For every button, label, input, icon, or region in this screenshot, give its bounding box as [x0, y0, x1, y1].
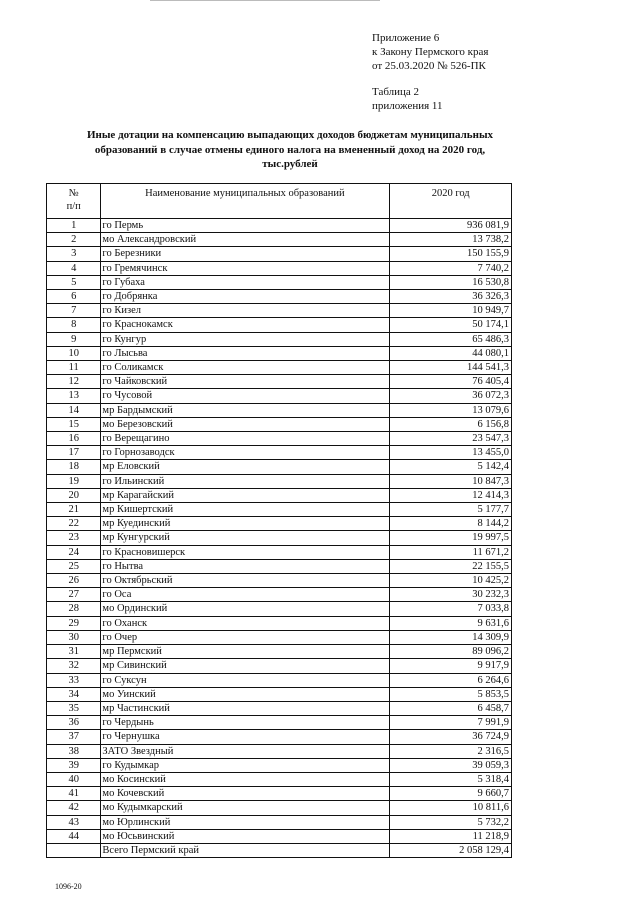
row-value: 5 318,4 — [390, 772, 512, 786]
table-row — [47, 687, 512, 701]
row-municipality: го Соликамск — [101, 361, 390, 375]
table-row — [47, 588, 512, 602]
row-value: 16 530,8 — [390, 275, 512, 289]
row-number: 21 — [47, 503, 101, 517]
row-number: 17 — [47, 446, 101, 460]
appendix-law: к Закону Пермского края — [372, 46, 489, 58]
row-value: 10 847,3 — [390, 474, 512, 488]
table-row — [47, 673, 512, 687]
table-row — [47, 787, 512, 801]
row-municipality: го Пермь — [101, 219, 390, 233]
row-value: 36 072,3 — [390, 389, 512, 403]
row-number: 26 — [47, 574, 101, 588]
table-body — [47, 219, 512, 858]
row-municipality: го Добрянка — [101, 290, 390, 304]
row-municipality: го Чусовой — [101, 389, 390, 403]
table-row — [47, 545, 512, 559]
table-row — [47, 630, 512, 644]
row-number: 1 — [47, 219, 101, 233]
table-row — [47, 616, 512, 630]
row-value: 13 079,6 — [390, 403, 512, 417]
row-municipality: мо Кудымкарский — [101, 801, 390, 815]
row-municipality: мр Куединский — [101, 517, 390, 531]
row-number: 44 — [47, 829, 101, 843]
table-row — [47, 701, 512, 715]
row-value: 22 155,5 — [390, 559, 512, 573]
table-row — [47, 304, 512, 318]
table-row — [47, 758, 512, 772]
row-value: 5 177,7 — [390, 503, 512, 517]
row-value: 36 326,3 — [390, 290, 512, 304]
table-row — [47, 346, 512, 360]
row-value: 150 155,9 — [390, 247, 512, 261]
row-number: 16 — [47, 432, 101, 446]
table-row — [47, 772, 512, 786]
row-value: 19 997,5 — [390, 531, 512, 545]
table-number: Таблица 2 — [372, 86, 420, 98]
row-municipality: мр Бардымский — [101, 403, 390, 417]
row-municipality: Всего Пермский край — [101, 843, 390, 857]
row-number: 18 — [47, 460, 101, 474]
table-row — [47, 574, 512, 588]
row-number: 2 — [47, 233, 101, 247]
row-number: 10 — [47, 346, 101, 360]
title-line-1: Иные дотации на компенсацию выпадающих доходов бюджетам муниципальных — [86, 129, 494, 141]
row-value: 11 671,2 — [390, 545, 512, 559]
table-row — [47, 247, 512, 261]
row-value: 13 455,0 — [390, 446, 512, 460]
row-municipality: го Ильинский — [101, 474, 390, 488]
row-number: 25 — [47, 559, 101, 573]
row-municipality: го Нытва — [101, 559, 390, 573]
table-row — [47, 446, 512, 460]
row-number: 23 — [47, 531, 101, 545]
row-municipality: го Кунгур — [101, 332, 390, 346]
table-row — [47, 474, 512, 488]
document-code: 1096-20 — [55, 882, 82, 891]
row-value: 36 724,9 — [390, 730, 512, 744]
row-number: 11 — [47, 361, 101, 375]
subsidies-table — [46, 183, 512, 858]
row-value: 5 732,2 — [390, 815, 512, 829]
row-municipality: го Красновишерск — [101, 545, 390, 559]
row-number: 37 — [47, 730, 101, 744]
row-value: 7 991,9 — [390, 716, 512, 730]
header-number: № п/п — [47, 184, 101, 219]
row-value: 936 081,9 — [390, 219, 512, 233]
table-row — [47, 602, 512, 616]
table-row — [47, 290, 512, 304]
row-number: 28 — [47, 602, 101, 616]
row-value: 30 232,3 — [390, 588, 512, 602]
row-number: 42 — [47, 801, 101, 815]
row-value: 9 631,6 — [390, 616, 512, 630]
row-municipality: мо Уинский — [101, 687, 390, 701]
row-number: 40 — [47, 772, 101, 786]
row-number: 4 — [47, 261, 101, 275]
row-value: 5 142,4 — [390, 460, 512, 474]
row-number: 30 — [47, 630, 101, 644]
row-value: 144 541,3 — [390, 361, 512, 375]
row-number: 5 — [47, 275, 101, 289]
row-value: 23 547,3 — [390, 432, 512, 446]
row-value: 65 486,3 — [390, 332, 512, 346]
row-number: 32 — [47, 659, 101, 673]
row-municipality: го Лысьва — [101, 346, 390, 360]
row-number: 27 — [47, 588, 101, 602]
row-number: 9 — [47, 332, 101, 346]
row-number: 35 — [47, 701, 101, 715]
row-number: 22 — [47, 517, 101, 531]
row-municipality: го Губаха — [101, 275, 390, 289]
table-row — [47, 432, 512, 446]
table-row — [47, 389, 512, 403]
row-number: 29 — [47, 616, 101, 630]
row-value: 7 033,8 — [390, 602, 512, 616]
row-value: 6 264,6 — [390, 673, 512, 687]
row-number: 7 — [47, 304, 101, 318]
table-row — [47, 503, 512, 517]
table-row — [47, 645, 512, 659]
title-line-3: тыс.рублей — [262, 158, 318, 170]
row-number: 15 — [47, 417, 101, 431]
row-number: 43 — [47, 815, 101, 829]
row-value: 9 917,9 — [390, 659, 512, 673]
row-value: 6 458,7 — [390, 701, 512, 715]
table-row — [47, 559, 512, 573]
row-municipality: го Чернушка — [101, 730, 390, 744]
row-municipality: го Оса — [101, 588, 390, 602]
row-municipality: го Березники — [101, 247, 390, 261]
table-row — [47, 318, 512, 332]
appendix-reference — [372, 31, 488, 73]
row-number: 38 — [47, 744, 101, 758]
table-row — [47, 261, 512, 275]
table-row — [47, 730, 512, 744]
row-number: 20 — [47, 488, 101, 502]
row-municipality: го Верещагино — [101, 432, 390, 446]
title-line-2: образований в случае отмены единого налога на вмененный доход на 2020 год, — [94, 143, 486, 156]
row-value: 6 156,8 — [390, 417, 512, 431]
row-value: 44 080,1 — [390, 346, 512, 360]
row-municipality: го Оханск — [101, 616, 390, 630]
scan-edge-line — [150, 0, 380, 1]
table-row — [47, 219, 512, 233]
total-row — [47, 843, 512, 857]
row-municipality: мр Еловский — [101, 460, 390, 474]
row-municipality: мр Частинский — [101, 701, 390, 715]
row-value: 12 414,3 — [390, 488, 512, 502]
row-value: 9 660,7 — [390, 787, 512, 801]
table-row — [47, 233, 512, 247]
table-row — [47, 716, 512, 730]
row-municipality: го Кудымкар — [101, 758, 390, 772]
row-number: 3 — [47, 247, 101, 261]
table-row — [47, 488, 512, 502]
row-number: 19 — [47, 474, 101, 488]
row-municipality: мр Карагайский — [101, 488, 390, 502]
row-municipality: мо Юрлинский — [101, 815, 390, 829]
row-municipality: го Октябрьский — [101, 574, 390, 588]
row-municipality: го Суксун — [101, 673, 390, 687]
row-number: 31 — [47, 645, 101, 659]
table-row — [47, 361, 512, 375]
table-row — [47, 275, 512, 289]
header-municipality: Наименование муниципальных образований — [101, 184, 390, 219]
row-municipality: мр Кунгурский — [101, 531, 390, 545]
row-value: 5 853,5 — [390, 687, 512, 701]
row-value: 2 058 129,4 — [390, 843, 512, 857]
row-number: 34 — [47, 687, 101, 701]
appendix-number: Приложение 6 — [372, 32, 440, 44]
row-municipality: го Гремячинск — [101, 261, 390, 275]
document-title — [60, 128, 520, 172]
row-municipality: мо Кочевский — [101, 787, 390, 801]
appendix-date: от 25.03.2020 № 526-ПК — [372, 60, 486, 72]
row-value: 14 309,9 — [390, 630, 512, 644]
table-row — [47, 801, 512, 815]
row-municipality: мр Сивинский — [101, 659, 390, 673]
row-number: 41 — [47, 787, 101, 801]
row-municipality: мр Кишертский — [101, 503, 390, 517]
header-year: 2020 год — [390, 184, 512, 219]
table-reference — [372, 85, 443, 113]
row-value: 89 096,2 — [390, 645, 512, 659]
row-value: 76 405,4 — [390, 375, 512, 389]
row-number: 39 — [47, 758, 101, 772]
table-row — [47, 829, 512, 843]
row-municipality: мр Пермский — [101, 645, 390, 659]
row-municipality: го Краснокамск — [101, 318, 390, 332]
row-value: 11 218,9 — [390, 829, 512, 843]
table-row — [47, 744, 512, 758]
row-value: 50 174,1 — [390, 318, 512, 332]
table-row — [47, 531, 512, 545]
row-municipality: го Чердынь — [101, 716, 390, 730]
row-value: 7 740,2 — [390, 261, 512, 275]
row-number — [47, 843, 101, 857]
row-municipality: го Очер — [101, 630, 390, 644]
row-number: 14 — [47, 403, 101, 417]
row-municipality: го Кизел — [101, 304, 390, 318]
row-municipality: мо Ординский — [101, 602, 390, 616]
row-value: 8 144,2 — [390, 517, 512, 531]
row-number: 24 — [47, 545, 101, 559]
table-row — [47, 375, 512, 389]
row-value: 13 738,2 — [390, 233, 512, 247]
row-value: 10 811,6 — [390, 801, 512, 815]
row-municipality: ЗАТО Звездный — [101, 744, 390, 758]
row-value: 10 425,2 — [390, 574, 512, 588]
row-municipality: мо Косинский — [101, 772, 390, 786]
row-number: 8 — [47, 318, 101, 332]
table-row — [47, 417, 512, 431]
table-header-row — [47, 184, 512, 219]
row-number: 33 — [47, 673, 101, 687]
row-municipality: мо Юсьвинский — [101, 829, 390, 843]
table-row — [47, 332, 512, 346]
row-value: 2 316,5 — [390, 744, 512, 758]
table-appendix: приложения 11 — [372, 100, 443, 112]
row-value: 10 949,7 — [390, 304, 512, 318]
table-row — [47, 517, 512, 531]
row-municipality: мо Березовский — [101, 417, 390, 431]
row-municipality: мо Александровский — [101, 233, 390, 247]
row-number: 12 — [47, 375, 101, 389]
table-row — [47, 815, 512, 829]
table-row — [47, 460, 512, 474]
row-municipality: го Чайковский — [101, 375, 390, 389]
row-number: 6 — [47, 290, 101, 304]
row-municipality: го Горнозаводск — [101, 446, 390, 460]
row-number: 13 — [47, 389, 101, 403]
table-row — [47, 659, 512, 673]
table-row — [47, 403, 512, 417]
row-number: 36 — [47, 716, 101, 730]
row-value: 39 059,3 — [390, 758, 512, 772]
